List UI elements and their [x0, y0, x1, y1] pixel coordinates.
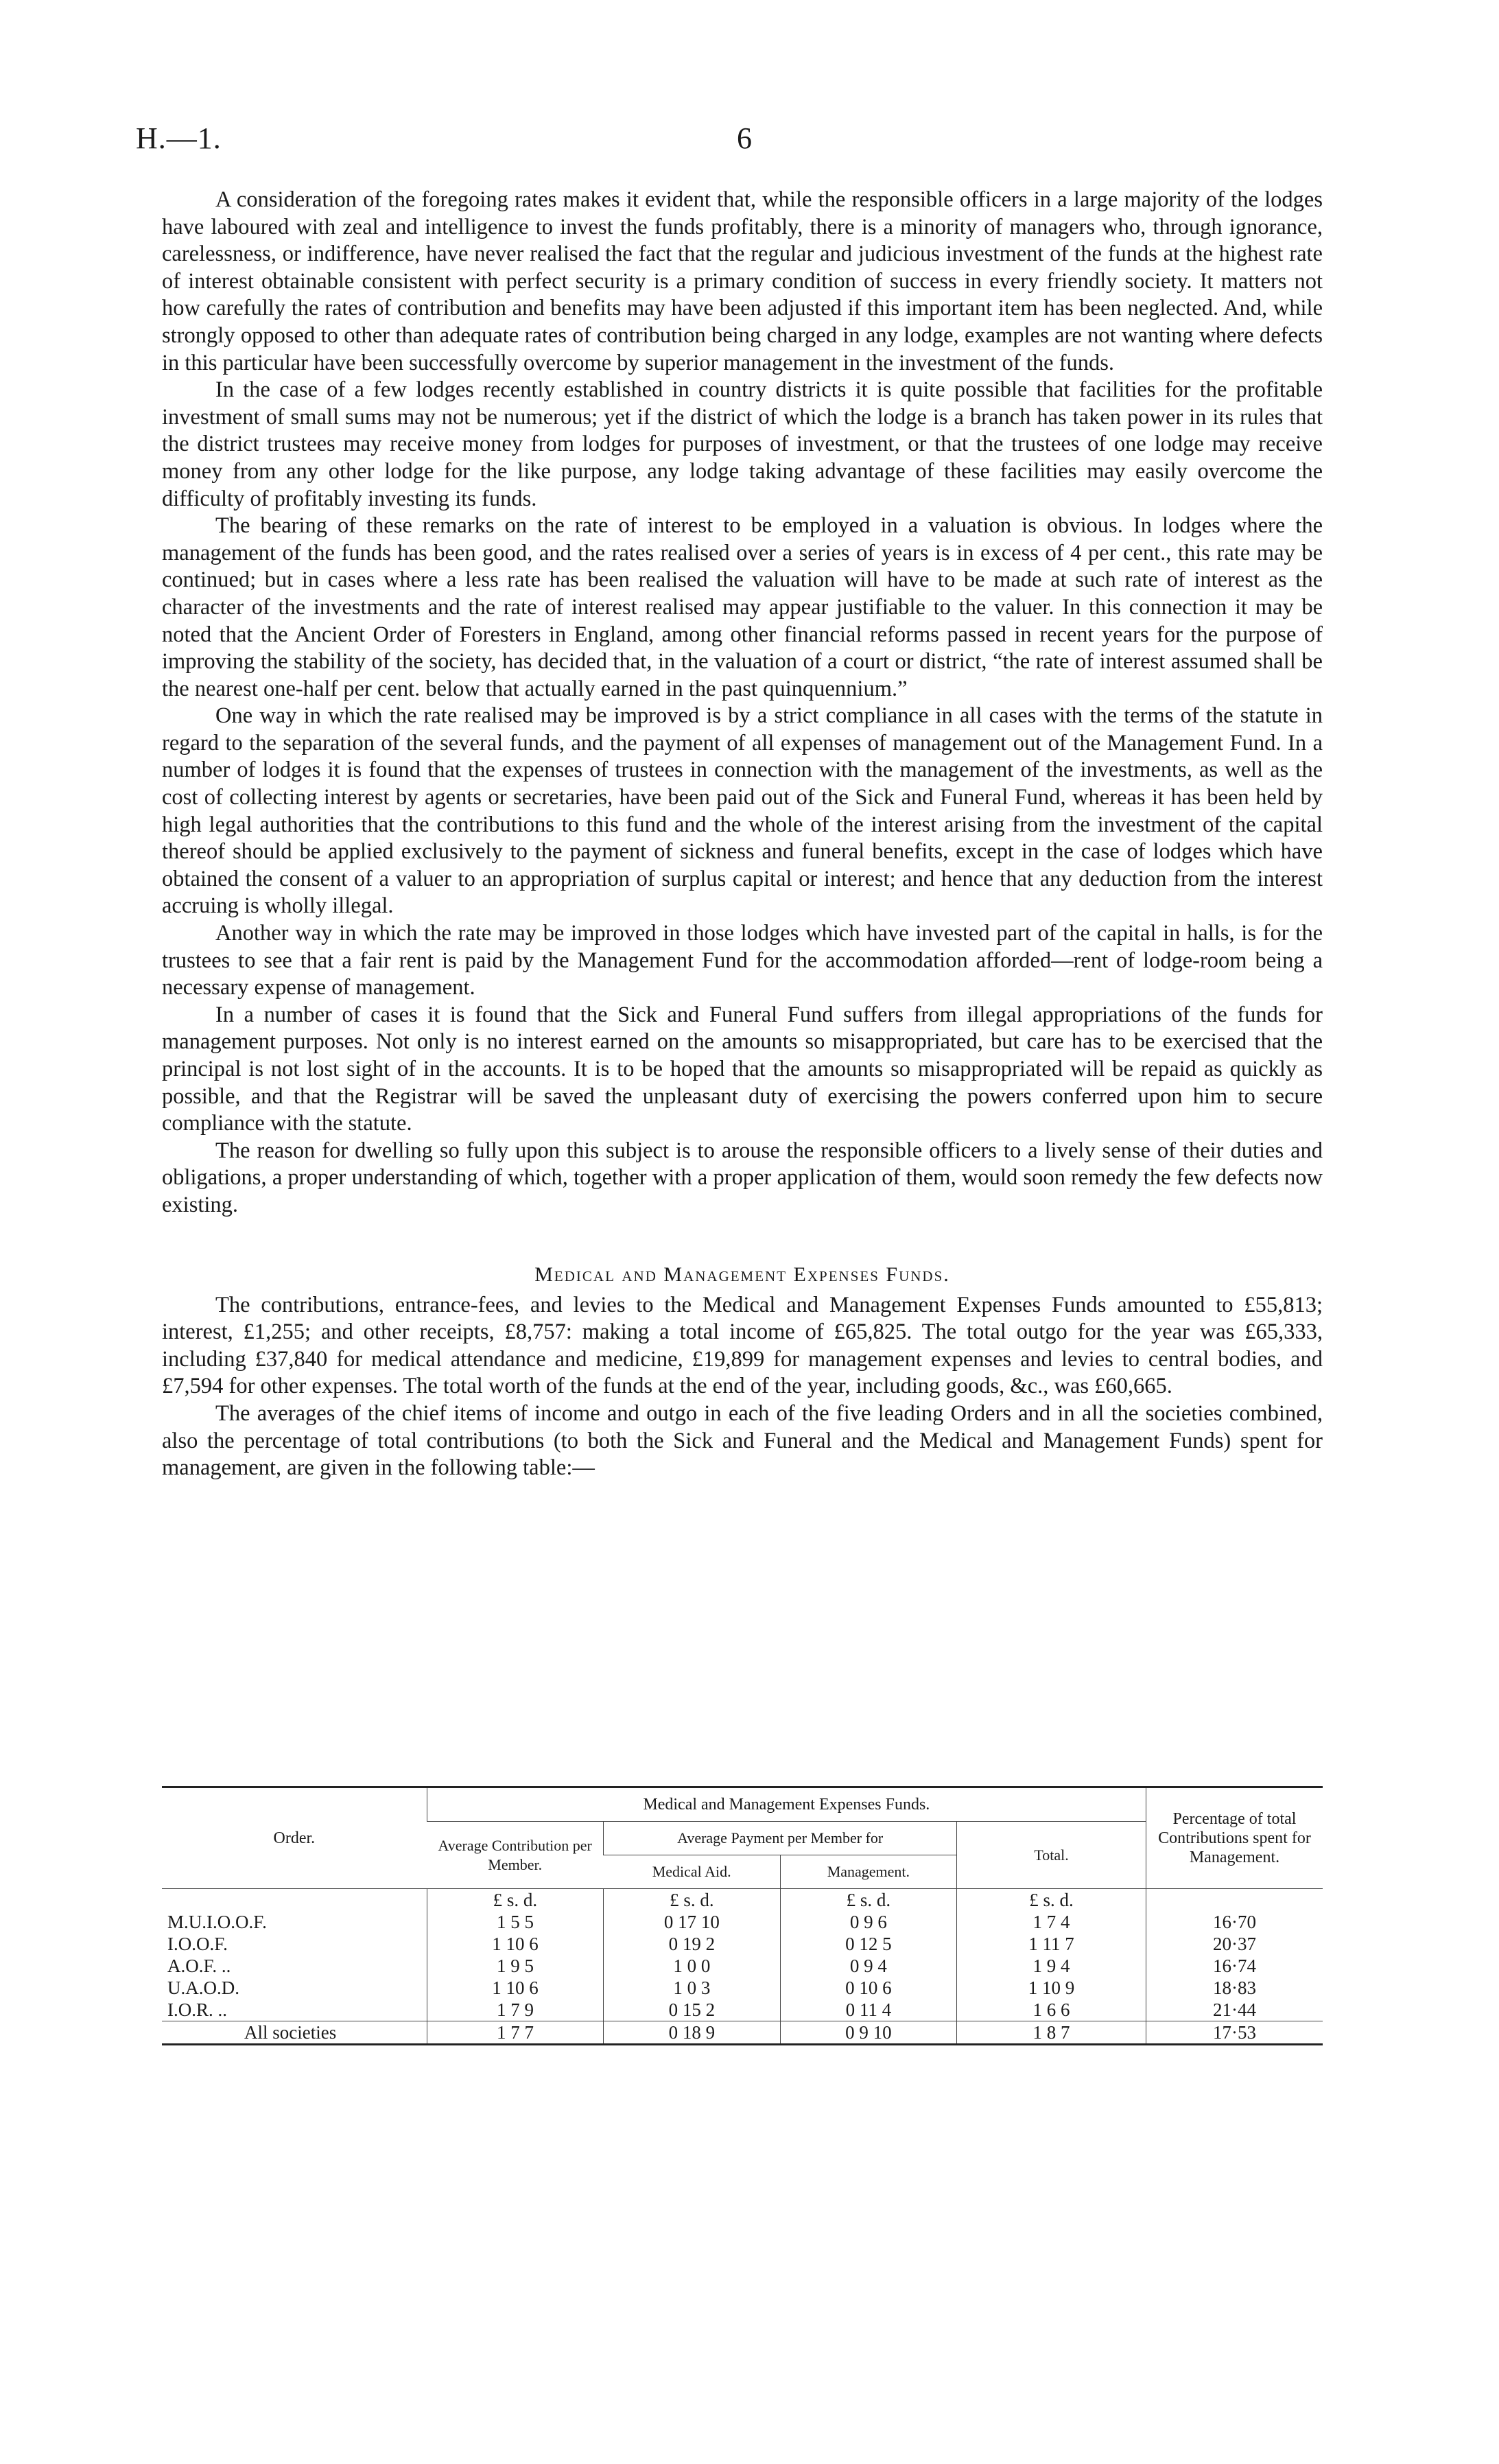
management-cell: 0 10 6	[780, 1977, 956, 1999]
table-row	[162, 1999, 1323, 2021]
total-cell: 1 6 6	[957, 1999, 1146, 2021]
statistics-table	[162, 1786, 1323, 2045]
units-cell: £ s. d.	[427, 1889, 603, 1912]
order-cell: I.O.R. ..	[167, 1999, 227, 2020]
total-contribution-cell: 1 7 7	[427, 2021, 603, 2045]
paragraph: A consideration of the foregoing rates makes it evident that, while the responsible officers in a large majority of the lodges have laboured with zeal and intelligence to invest the funds profitably, there is a minority of managers who, through ignorance, carelessness, or indifference, have never realised the fact that the regular and judicious investment of the funds at the highest rate of interest obtainable consistent with perfect security is a primary condition of success in every friendly society. It matters not how carefully the rates of contribution and benefits may have been adjusted if this important item has been neglected. And, while strongly opposed to other than adequate rates of contribution being charged in any lodge, examples are not wanting where defects in this particular have been successfully overcome by superior management in the investment of the funds.	[162, 187, 1323, 375]
medical-cell: 0 15 2	[604, 1999, 780, 2021]
col-header-order: Order.	[162, 1787, 427, 1889]
percentage-cell: 21·44	[1146, 1999, 1323, 2021]
body-text	[162, 187, 1323, 1482]
contribution-cell: 1 7 9	[427, 1999, 603, 2021]
percentage-cell: 20·37	[1146, 1933, 1323, 1955]
paragraph: One way in which the rate realised may be improved is by a strict compliance in all cases with the terms of the statute in regard to the separation of the several funds, and the payment of all expenses of management out of the Management Fund. In a number of lodges it is found that the expenses of trustees in connection with the management of the investments, as well as the cost of collecting interest by agents or secretaries, have been paid out of the Sick and Funeral Fund, whereas it has been held by high legal authorities that the contributions to this fund and the whole of the interest arising from the investment of the capital thereof should be applied exclusively to the payment of sickness and funeral benefits, except in the case of lodges which have obtained the consent of a valuer to an appropriation of surplus capital or interest; and hence that any deduction from the interest accruing is wholly illegal.	[162, 703, 1323, 919]
units-cell-empty	[1146, 1889, 1323, 1912]
management-cell: 0 9 6	[780, 1911, 956, 1933]
document-reference: H.—1.	[136, 121, 222, 155]
table-row	[162, 1933, 1323, 1955]
paragraph: In a number of cases it is found that the Sick and Funeral Fund suffers from illegal appropriations of the funds for management purposes. Not only is no interest earned on the amounts so misappropriated, but care has to be exercised that the principal is not lost sight of in the accounts. It is to be hoped that the amounts so misappropriated will be repaid as quickly as possible, and that the Registrar will be saved the unpleasant duty of exercising the powers conferred upon him to secure compliance with the statute.	[162, 1002, 1323, 1136]
units-cell: £ s. d.	[780, 1889, 956, 1912]
total-order-cell: All societies	[162, 2021, 427, 2045]
total-cell: 1 11 7	[957, 1933, 1146, 1955]
col-header-percentage: Percentage of total Contributions spent for Management.	[1146, 1787, 1323, 1889]
contribution-cell: 1 9 5	[427, 1955, 603, 1977]
order-cell: A.O.F. ..	[167, 1956, 231, 1976]
table-row	[162, 1911, 1323, 1933]
total-medical-cell: 0 18 9	[604, 2021, 780, 2045]
col-header-management: Management.	[780, 1855, 956, 1889]
contribution-cell: 1 10 6	[427, 1977, 603, 1999]
total-percentage-cell: 17·53	[1146, 2021, 1323, 2045]
units-row	[162, 1889, 1323, 1912]
order-cell: I.O.O.F.	[167, 1934, 228, 1954]
total-management-cell: 0 9 10	[780, 2021, 956, 2045]
total-cell: 1 7 4	[957, 1911, 1146, 1933]
medical-cell: 0 19 2	[604, 1933, 780, 1955]
medical-cell: 1 0 3	[604, 1977, 780, 1999]
table-row	[162, 1977, 1323, 1999]
units-cell: £ s. d.	[604, 1889, 780, 1912]
section-paragraph: The contributions, entrance-fees, and levies to the Medical and Management Expenses Funds amounted to £55,813; interest, £1,255; and other receipts, £8,757: making a total income of £65,825. The total outgo for the year was £65,333, including £37,840 for medical attendance and medicine, £19,899 for management expenses and levies to central bodies, and £7,594 for other expenses. The total worth of the funds at the end of the year, including goods, &c., was £60,665.	[162, 1292, 1323, 1399]
units-cell-empty	[162, 1889, 427, 1912]
col-header-medical-aid: Medical Aid.	[604, 1855, 780, 1889]
paragraph: The reason for dwelling so fully upon this subject is to arouse the responsible officers to a lively sense of their duties and obligations, a proper understanding of which, together with a proper application of them, would soon remedy the few defects now existing.	[162, 1138, 1323, 1217]
management-cell: 0 9 4	[780, 1955, 956, 1977]
total-cell: 1 9 4	[957, 1955, 1146, 1977]
section-paragraph: The averages of the chief items of income and outgo in each of the five leading Orders and in all the societies combined, also the percentage of total contributions (to both the Sick and Funeral and the Medical and Management Funds) spent for management, are given in the following table:—	[162, 1400, 1323, 1481]
section-heading: Medical and Management Expenses Funds.	[534, 1263, 950, 1286]
page-number: 6	[737, 121, 752, 155]
management-cell: 0 11 4	[780, 1999, 956, 2021]
col-header-avg-contribution: Average Contribution per Member.	[427, 1822, 603, 1889]
col-header-total: Total.	[957, 1822, 1146, 1889]
total-cell: 1 10 9	[957, 1977, 1146, 1999]
percentage-cell: 18·83	[1146, 1977, 1323, 1999]
medical-cell: 0 17 10	[604, 1911, 780, 1933]
percentage-cell: 16·74	[1146, 1955, 1323, 1977]
management-cell: 0 12 5	[780, 1933, 956, 1955]
total-total-cell: 1 8 7	[957, 2021, 1146, 2045]
contribution-cell: 1 10 6	[427, 1933, 603, 1955]
total-row	[162, 2021, 1323, 2045]
col-group-header: Medical and Management Expenses Funds.	[427, 1787, 1146, 1822]
medical-cell: 1 0 0	[604, 1955, 780, 1977]
statistics-table-wrapper	[162, 1786, 1323, 2045]
paragraph: Another way in which the rate may be improved in those lodges which have invested part of the capital in halls, is for the trustees to see that a fair rent is paid by the Management Fund for the accommodation afforded—rent of lodge-room being a necessary expense of management.	[162, 921, 1323, 1000]
contribution-cell: 1 5 5	[427, 1911, 603, 1933]
table-row	[162, 1955, 1323, 1977]
paragraph: The bearing of these remarks on the rate of interest to be employed in a valuation is obvious. In lodges where the management of the funds has been good, and the rates realised over a series of years is in excess of 4 per cent., this rate may be continued; but in cases where a less rate has been realised the valuation will have to be made at such rate of interest as the character of the investments and the rate of interest realised may appear justifiable to the valuer. In this connection it may be noted that the Ancient Order of Foresters in England, among other financial reforms passed in recent years for the purpose of improving the stability of the society, has decided that, in the valuation of a court or district, “the rate of interest assumed shall be the nearest one-half per cent. below that actually earned in the past quinquennium.”	[162, 513, 1323, 701]
paragraph: In the case of a few lodges recently established in country districts it is quite possible that facilities for the profitable investment of small sums may not be numerous; yet if the district of which the lodge is a branch has taken power in its rules that the district trustees may receive money from lodges for purposes of investment, or that the trustees of one lodge may receive money from any other lodge for the like purpose, any lodge taking advantage of these facilities may easily overcome the difficulty of profitably investing its funds.	[162, 377, 1323, 511]
units-cell: £ s. d.	[957, 1889, 1146, 1912]
col-header-avg-payment: Average Payment per Member for	[604, 1822, 957, 1855]
order-cell: M.U.I.O.O.F.	[167, 1912, 267, 1932]
percentage-cell: 16·70	[1146, 1911, 1323, 1933]
order-cell: U.A.O.D.	[167, 1978, 239, 1998]
